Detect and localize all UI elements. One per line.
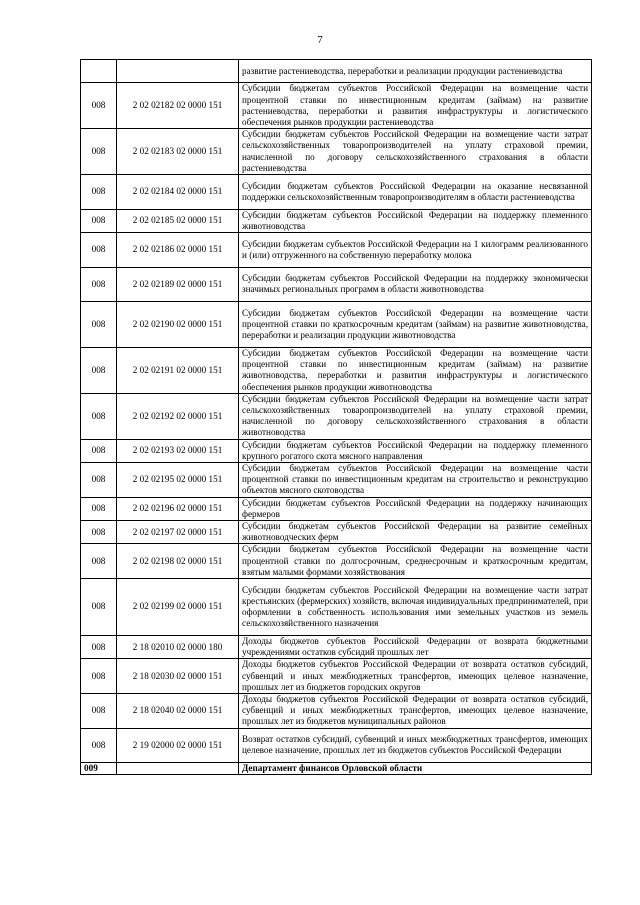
- table-row: [81, 129, 592, 175]
- classification-code-cell: 2 02 02190 02 0000 151: [117, 302, 239, 348]
- classification-code-cell: [117, 763, 239, 775]
- table-row: [81, 544, 592, 579]
- admin-code-cell: 008: [81, 302, 117, 348]
- table-row: [81, 636, 592, 659]
- revenue-name-cell: Субсидии бюджетам субъектов Российской Федерации на поддержку экономически значимых региональных программ в области животноводства: [239, 267, 592, 302]
- table-body: [81, 60, 592, 775]
- table-row: [81, 83, 592, 129]
- revenue-name-cell: Субсидии бюджетам субъектов Российской Федерации на возмещение части процентной ставки по инвестиционным кредитам (займам) на развитие животноводства, переработки и развития инфраструктуры и логистического обеспечения рынков продукции животноводства: [239, 348, 592, 394]
- admin-code-cell: [81, 60, 117, 83]
- classification-code-cell: 2 19 02000 02 0000 151: [117, 728, 239, 763]
- table-row: [81, 579, 592, 636]
- admin-code-cell: 008: [81, 463, 117, 498]
- revenue-name-cell: Доходы бюджетов субъектов Российской Федерации от возврата остатков субсидий, субвенций и иных межбюджетных трансфертов, имеющих целевое назначение, прошлых лет из бюджетов городских округов: [239, 659, 592, 694]
- table-row: [81, 521, 592, 544]
- classification-code-cell: 2 02 02184 02 0000 151: [117, 175, 239, 210]
- revenue-name-cell: Субсидии бюджетам субъектов Российской Федерации на развитие семейных животноводческих ферм: [239, 521, 592, 544]
- page-number: 7: [317, 34, 323, 46]
- revenue-name-cell: Доходы бюджетов субъектов Российской Федерации от возврата остатков субсидий, субвенций и иных межбюджетных трансфертов, имеющих целевое назначение, прошлых лет из бюджетов муниципальных районов: [239, 694, 592, 729]
- classification-code-cell: 2 02 02198 02 0000 151: [117, 544, 239, 579]
- table-row: [81, 302, 592, 348]
- table-row: [81, 60, 592, 83]
- classification-code-cell: 2 02 02196 02 0000 151: [117, 497, 239, 520]
- classification-code-cell: 2 02 02186 02 0000 151: [117, 233, 239, 268]
- classification-code-cell: 2 18 02010 02 0000 180: [117, 636, 239, 659]
- table-row: [81, 393, 592, 439]
- table-row: [81, 497, 592, 520]
- table-row: [81, 209, 592, 232]
- admin-code-cell: 008: [81, 694, 117, 729]
- admin-code-cell: 008: [81, 233, 117, 268]
- admin-code-cell: 008: [81, 579, 117, 636]
- classification-code-cell: 2 02 02182 02 0000 151: [117, 83, 239, 129]
- revenue-name-cell: Департамент финансов Орловской области: [239, 763, 592, 775]
- classification-code-cell: [117, 60, 239, 83]
- admin-code-cell: 008: [81, 393, 117, 439]
- classification-code-cell: 2 02 02183 02 0000 151: [117, 129, 239, 175]
- revenue-name-cell: Субсидии бюджетам субъектов Российской Федерации на возмещение части затрат сельскохозяйственных товаропроизводителей на уплату страховой премии, начисленной по договору сельскохозяйственного страхования в области животноводства: [239, 393, 592, 439]
- classification-code-cell: 2 02 02189 02 0000 151: [117, 267, 239, 302]
- budget-codes-table: [80, 59, 592, 775]
- admin-code-cell: 008: [81, 439, 117, 462]
- admin-code-cell: 008: [81, 348, 117, 394]
- table-row: [81, 348, 592, 394]
- table-row: [81, 659, 592, 694]
- revenue-name-cell: Субсидии бюджетам субъектов Российской Федерации на оказание несвязанной поддержки сельскохозяйственным товаропроизводителям в области растениеводства: [239, 175, 592, 210]
- revenue-name-cell: Субсидии бюджетам субъектов Российской Федерации на возмещение части затрат сельскохозяйственных товаропроизводителей на уплату страховой премии, начисленной по договору сельскохозяйственного страхования в области растениеводства: [239, 129, 592, 175]
- admin-code-cell: 008: [81, 267, 117, 302]
- admin-code-cell: 008: [81, 129, 117, 175]
- table-row: [81, 463, 592, 498]
- revenue-name-cell: развитие растениеводства, переработки и реализации продукции растениеводства: [239, 60, 592, 83]
- revenue-name-cell: Субсидии бюджетам субъектов Российской Федерации на возмещение части процентной ставки по краткосрочным кредитам (займам) на развитие животноводства, переработки и реализации продукции животноводства: [239, 302, 592, 348]
- revenue-name-cell: Субсидии бюджетам субъектов Российской Федерации на возмещение части затрат крестьянских (фермерских) хозяйств, включая индивидуальных предпринимателей, при оформлении в собственность использования ими земельных участков из земель сельскохозяйственного назначения: [239, 579, 592, 636]
- revenue-name-cell: Субсидии бюджетам субъектов Российской Федерации на возмещение части процентной ставки по инвестиционным кредитам на строительство и реконструкцию объектов мясного скотоводства: [239, 463, 592, 498]
- classification-code-cell: 2 02 02185 02 0000 151: [117, 209, 239, 232]
- classification-code-cell: 2 02 02191 02 0000 151: [117, 348, 239, 394]
- revenue-name-cell: Доходы бюджетов субъектов Российской Федерации от возврата бюджетными учреждениями остатков субсидий прошлых лет: [239, 636, 592, 659]
- admin-code-cell: 008: [81, 521, 117, 544]
- admin-code-cell: 008: [81, 659, 117, 694]
- table-row: [81, 267, 592, 302]
- revenue-name-cell: Субсидии бюджетам субъектов Российской Федерации на поддержку начинающих фермеров: [239, 497, 592, 520]
- table-row: [81, 439, 592, 462]
- revenue-name-cell: Субсидии бюджетам субъектов Российской Федерации на возмещение части процентной ставки по долгосрочным, среднесрочным и краткосрочным кредитам, взятым малыми формами хозяйствования: [239, 544, 592, 579]
- revenue-name-cell: Возврат остатков субсидий, субвенций и иных межбюджетных трансфертов, имеющих целевое назначение, прошлых лет из бюджетов субъектов Российской Федерации: [239, 728, 592, 763]
- revenue-name-cell: Субсидии бюджетам субъектов Российской Федерации на 1 килограмм реализованного и (или) отгруженного на собственную переработку молока: [239, 233, 592, 268]
- classification-code-cell: 2 02 02199 02 0000 151: [117, 579, 239, 636]
- classification-code-cell: 2 18 02030 02 0000 151: [117, 659, 239, 694]
- classification-code-cell: 2 02 02195 02 0000 151: [117, 463, 239, 498]
- table-row: [81, 175, 592, 210]
- admin-code-cell: 008: [81, 544, 117, 579]
- revenue-name-cell: Субсидии бюджетам субъектов Российской Федерации на поддержку племенного крупного рогатого скота мясного направления: [239, 439, 592, 462]
- admin-code-cell: 008: [81, 209, 117, 232]
- revenue-name-cell: Субсидии бюджетам субъектов Российской Федерации на поддержку племенного животноводства: [239, 209, 592, 232]
- admin-code-cell: 008: [81, 728, 117, 763]
- admin-code-cell: 009: [81, 763, 117, 775]
- table-row: [81, 694, 592, 729]
- admin-code-cell: 008: [81, 497, 117, 520]
- admin-code-cell: 008: [81, 175, 117, 210]
- admin-code-cell: 008: [81, 636, 117, 659]
- admin-code-cell: 008: [81, 83, 117, 129]
- classification-code-cell: 2 02 02193 02 0000 151: [117, 439, 239, 462]
- classification-code-cell: 2 02 02192 02 0000 151: [117, 393, 239, 439]
- table-row: [81, 233, 592, 268]
- classification-code-cell: 2 18 02040 02 0000 151: [117, 694, 239, 729]
- revenue-name-cell: Субсидии бюджетам субъектов Российской Федерации на возмещение части процентной ставки по инвестиционным кредитам (займам) на развитие растениеводства, переработки и развития инфраструктуры и логистического обеспечения рынков продукции растениеводства: [239, 83, 592, 129]
- classification-code-cell: 2 02 02197 02 0000 151: [117, 521, 239, 544]
- table-row: [81, 763, 592, 775]
- table-row: [81, 728, 592, 763]
